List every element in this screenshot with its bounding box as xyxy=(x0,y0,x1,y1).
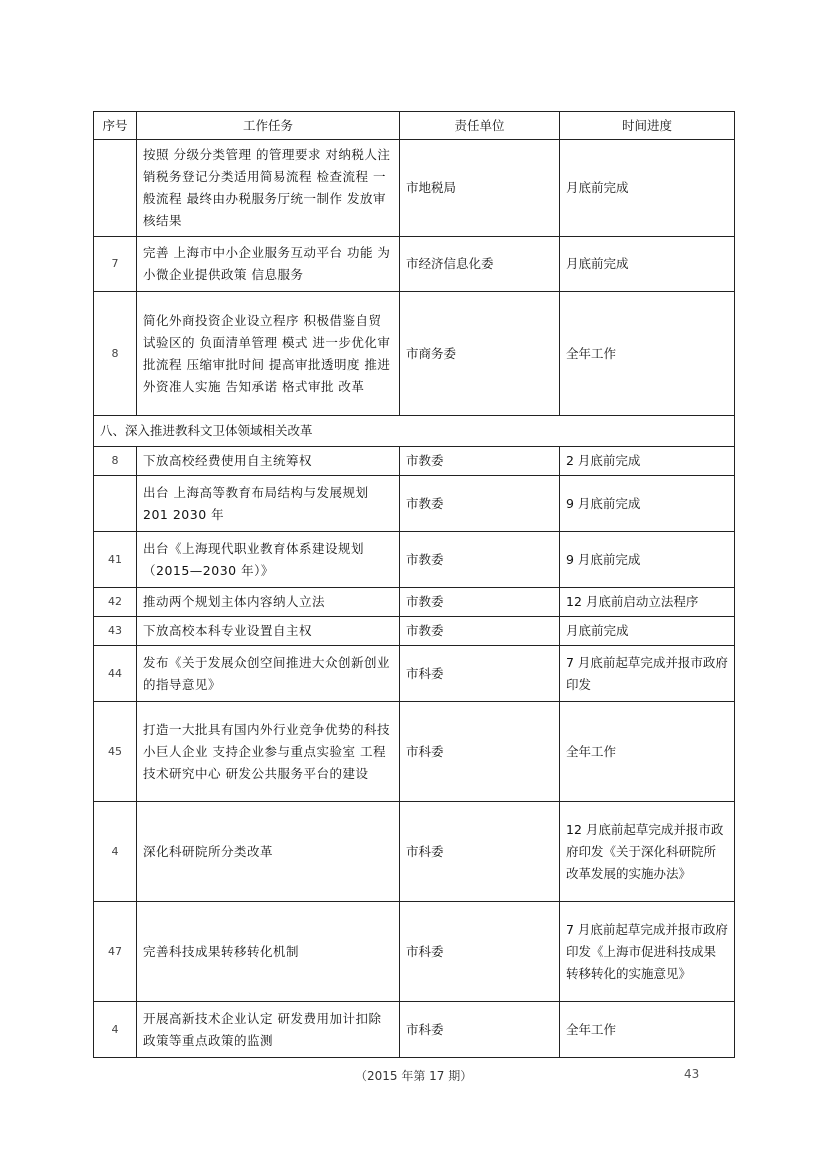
row-task: 打造一大批具有国内外行业竞争优势的科技小巨人企业 支持企业参与重点实验室 工程技术研究中心 研发公共服务平台的建设 xyxy=(137,702,400,802)
row-number: 41 xyxy=(94,532,137,588)
row-time: 9 月底前完成 xyxy=(560,532,735,588)
table-row xyxy=(94,476,735,532)
row-number: 8 xyxy=(94,292,137,416)
row-number: 45 xyxy=(94,702,137,802)
issue-label: （2015 年第 17 期） xyxy=(355,1069,473,1083)
row-time: 月底前完成 xyxy=(560,617,735,646)
table-row xyxy=(94,140,735,237)
row-time: 7 月底前起草完成并报市政府印发 xyxy=(560,646,735,702)
table-row xyxy=(94,702,735,802)
row-unit: 市商务委 xyxy=(400,292,560,416)
row-task: 按照 分级分类管理 的管理要求 对纳税人注销税务登记分类适用简易流程 检查流程 一般流程 最终由办税服务厅统一制作 发放审核结果 xyxy=(137,140,400,237)
header-no: 序号 xyxy=(94,112,137,140)
table-row xyxy=(94,1002,735,1058)
row-time: 12 月底前起草完成并报市政府印发《关于深化科研院所改革发展的实施办法》 xyxy=(560,802,735,902)
row-unit: 市地税局 xyxy=(400,140,560,237)
row-number: 4 xyxy=(94,1002,137,1058)
table-row xyxy=(94,588,735,617)
row-task: 推动两个规划主体内容纳人立法 xyxy=(137,588,400,617)
section-row xyxy=(94,416,735,447)
row-task: 发布《关于发展众创空间推进大众创新创业的指导意见》 xyxy=(137,646,400,702)
row-number: 47 xyxy=(94,902,137,1002)
row-task: 开展高新技术企业认定 研发费用加计扣除政策等重点政策的监测 xyxy=(137,1002,400,1058)
section-title: 八、深入推进教科文卫体领域相关改革 xyxy=(94,416,735,447)
row-unit: 市科委 xyxy=(400,646,560,702)
row-task: 出台 上海高等教育布局结构与发展规划 201 2030 年 xyxy=(137,476,400,532)
row-number xyxy=(94,140,137,237)
row-unit: 市教委 xyxy=(400,476,560,532)
row-time: 全年工作 xyxy=(560,292,735,416)
row-time: 7 月底前起草完成并报市政府印发《上海市促进科技成果转移转化的实施意见》 xyxy=(560,902,735,1002)
row-unit: 市科委 xyxy=(400,802,560,902)
row-task: 完善科技成果转移转化机制 xyxy=(137,902,400,1002)
row-number: 4 xyxy=(94,802,137,902)
row-unit: 市教委 xyxy=(400,447,560,476)
table-header-row xyxy=(94,112,735,140)
row-unit: 市经济信息化委 xyxy=(400,237,560,292)
row-time: 月底前完成 xyxy=(560,237,735,292)
row-unit: 市科委 xyxy=(400,1002,560,1058)
row-unit: 市教委 xyxy=(400,617,560,646)
table-row xyxy=(94,447,735,476)
row-task: 深化科研院所分类改革 xyxy=(137,802,400,902)
row-time: 全年工作 xyxy=(560,702,735,802)
row-unit: 市科委 xyxy=(400,902,560,1002)
row-number: 42 xyxy=(94,588,137,617)
row-unit: 市教委 xyxy=(400,532,560,588)
header-time: 时间进度 xyxy=(560,112,735,140)
row-time: 2 月底前完成 xyxy=(560,447,735,476)
row-time: 12 月底前启动立法程序 xyxy=(560,588,735,617)
page-number: 43 xyxy=(684,1067,700,1081)
row-unit: 市科委 xyxy=(400,702,560,802)
table-row xyxy=(94,532,735,588)
header-unit: 责任单位 xyxy=(400,112,560,140)
row-time: 月底前完成 xyxy=(560,140,735,237)
row-task: 下放高校经费使用自主统筹权 xyxy=(137,447,400,476)
row-number xyxy=(94,476,137,532)
table-row xyxy=(94,292,735,416)
table-row xyxy=(94,646,735,702)
row-number: 44 xyxy=(94,646,137,702)
row-time: 全年工作 xyxy=(560,1002,735,1058)
table-row xyxy=(94,902,735,1002)
row-unit: 市教委 xyxy=(400,588,560,617)
row-number: 43 xyxy=(94,617,137,646)
row-task: 出台《上海现代职业教育体系建设规划（2015—2030 年）》 xyxy=(137,532,400,588)
row-number: 7 xyxy=(94,237,137,292)
table-row xyxy=(94,617,735,646)
row-task: 下放高校本科专业设置自主权 xyxy=(137,617,400,646)
row-task: 简化外商投资企业设立程序 积极借鉴自贸试验区的 负面清单管理 模式 进一步优化审批流程 压缩审批时间 提高审批透明度 推进外资准人实施 告知承诺 格式审批 改革 xyxy=(137,292,400,416)
table-row xyxy=(94,237,735,292)
row-task: 完善 上海市中小企业服务互动平台 功能 为小微企业提供政策 信息服务 xyxy=(137,237,400,292)
row-time: 9 月底前完成 xyxy=(560,476,735,532)
header-task: 工作任务 xyxy=(137,112,400,140)
reform-task-table xyxy=(93,111,735,1058)
table-row xyxy=(94,802,735,902)
row-number: 8 xyxy=(94,447,137,476)
